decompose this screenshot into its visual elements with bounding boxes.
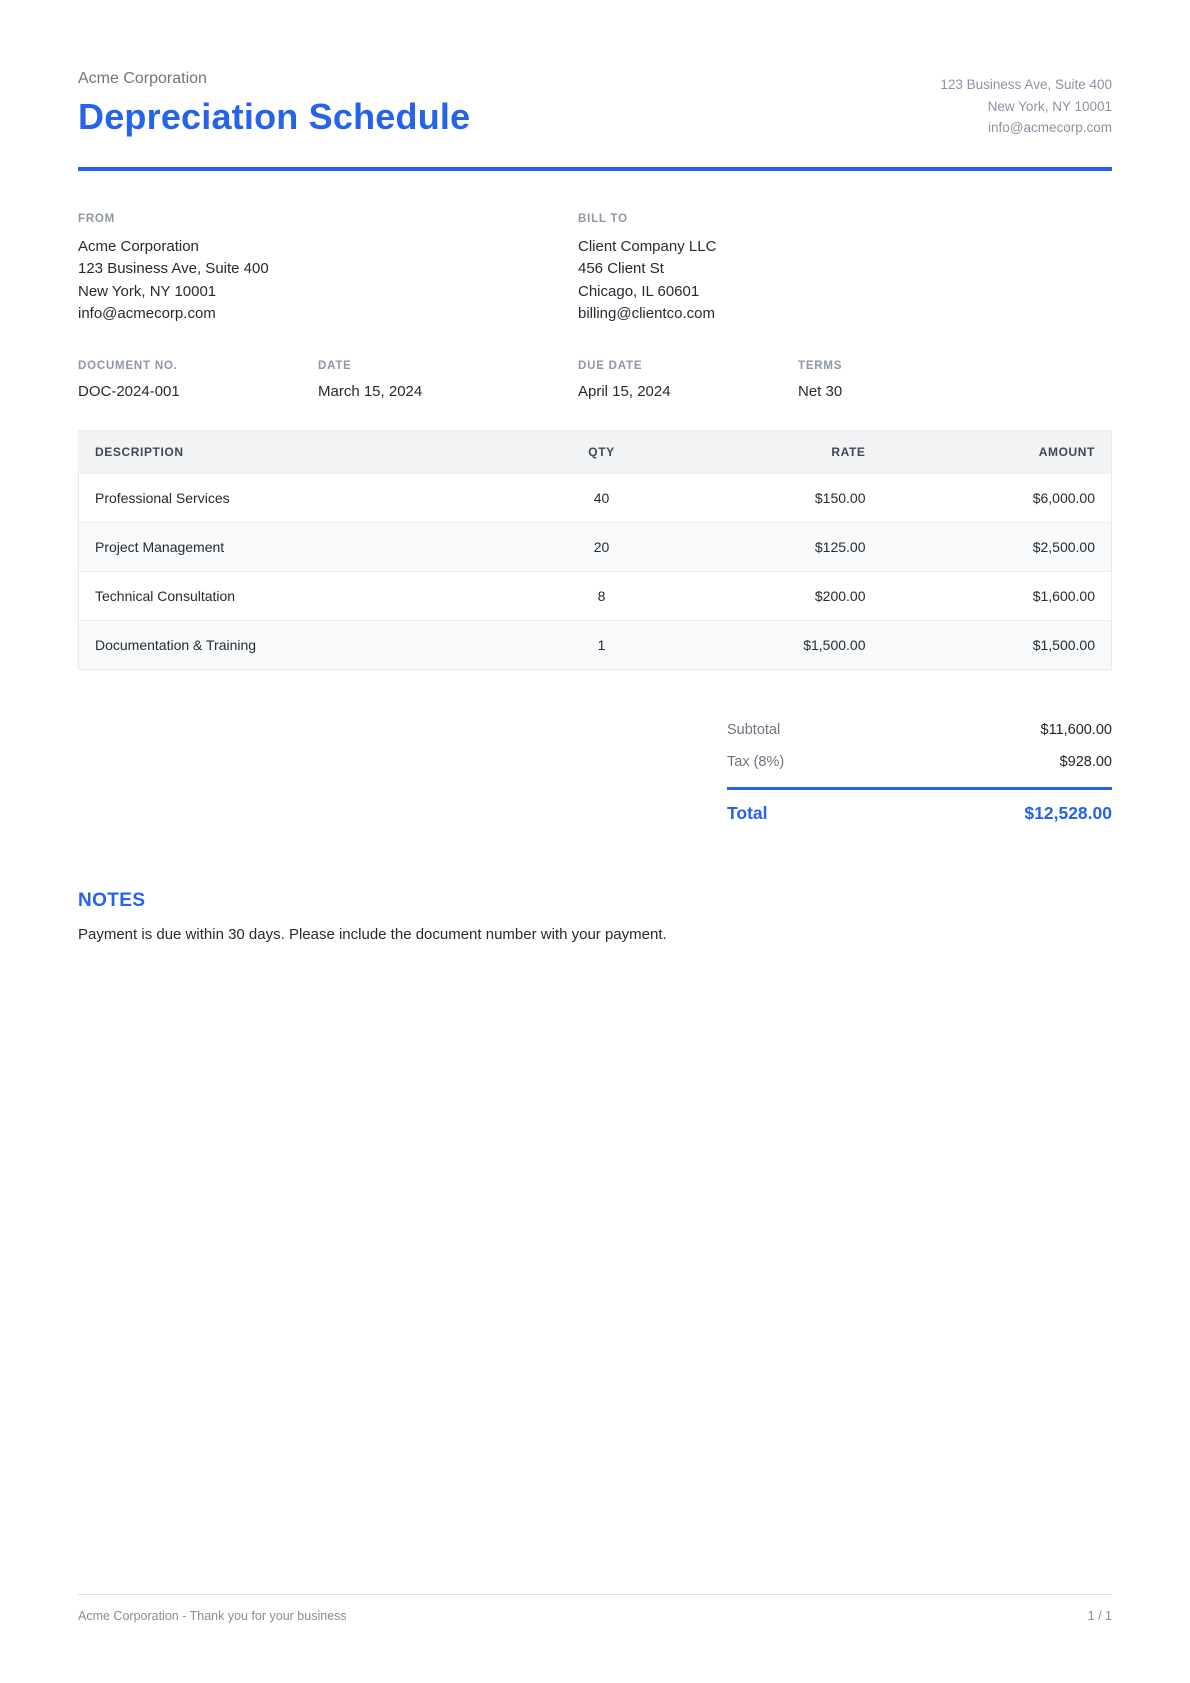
- table-row: [79, 473, 1112, 522]
- meta-value: Net 30: [798, 382, 843, 400]
- subtotal-value: $11,600.00: [1040, 721, 1112, 738]
- page-title: Depreciation Schedule: [78, 96, 471, 137]
- meta-field-due-date: [578, 360, 798, 400]
- from-line: New York, NY 10001: [78, 282, 217, 300]
- cell-rate: $200.00: [662, 571, 882, 620]
- meta-label: DATE: [318, 359, 352, 372]
- table-header-row: [79, 430, 1112, 473]
- cell-description: Technical Consultation: [79, 571, 542, 620]
- bill-to-line: Client Company LLC: [578, 237, 717, 255]
- header: [78, 70, 1112, 139]
- header-accent-rule: [78, 167, 1112, 171]
- meta-value: DOC-2024-001: [78, 382, 180, 400]
- meta-value: April 15, 2024: [578, 382, 671, 400]
- header-left: [78, 70, 470, 138]
- cell-amount: $6,000.00: [882, 473, 1112, 522]
- meta-field-terms: [798, 360, 1112, 400]
- table-header-description: DESCRIPTION: [79, 430, 542, 473]
- meta-section: [78, 360, 1112, 400]
- totals-section: [727, 714, 1112, 824]
- parties-section: [78, 213, 1112, 326]
- table-row: [79, 522, 1112, 571]
- cell-qty: 8: [542, 571, 662, 620]
- header-address: [940, 70, 1112, 139]
- total-value: $12,528.00: [1024, 802, 1112, 823]
- from-section: [78, 213, 578, 326]
- cell-qty: 40: [542, 473, 662, 522]
- from-line: Acme Corporation: [78, 237, 199, 255]
- cell-description: Professional Services: [79, 473, 542, 522]
- notes-text: Payment is due within 30 days. Please include the document number with your payment.: [78, 925, 667, 943]
- cell-amount: $2,500.00: [882, 522, 1112, 571]
- table-row: [79, 620, 1112, 669]
- bill-to-label: BILL TO: [578, 212, 628, 225]
- footer-page-number: 1 / 1: [1087, 1609, 1112, 1623]
- meta-field-document-no: [78, 360, 318, 400]
- table-header-rate: RATE: [662, 430, 882, 473]
- cell-qty: 1: [542, 620, 662, 669]
- footer-thank-you: Acme Corporation - Thank you for your business: [78, 1609, 347, 1623]
- bill-to-section: [578, 213, 1112, 326]
- bill-to-line: billing@clientco.com: [578, 305, 715, 323]
- cell-rate: $150.00: [662, 473, 882, 522]
- bill-to-line: Chicago, IL 60601: [578, 282, 700, 300]
- meta-field-date: [318, 360, 578, 400]
- cell-qty: 20: [542, 522, 662, 571]
- header-address-line: info@acmecorp.com: [988, 120, 1112, 136]
- table-row: [79, 571, 1112, 620]
- header-address-line: New York, NY 10001: [987, 98, 1112, 114]
- total-row: [727, 787, 1112, 824]
- header-address-line: 123 Business Ave, Suite 400: [940, 77, 1112, 92]
- company-name: Acme Corporation: [78, 70, 207, 87]
- meta-value: March 15, 2024: [318, 382, 423, 400]
- notes-heading: NOTES: [78, 889, 146, 911]
- tax-value: $928.00: [1059, 753, 1112, 770]
- page-footer: [78, 1594, 1112, 1623]
- from-line: 123 Business Ave, Suite 400: [78, 260, 269, 278]
- subtotal-row: [727, 714, 1112, 746]
- tax-label: Tax (8%): [727, 753, 785, 770]
- table-header-qty: QTY: [542, 430, 662, 473]
- cell-rate: $125.00: [662, 522, 882, 571]
- cell-description: Documentation & Training: [79, 620, 542, 669]
- meta-label: DUE DATE: [578, 359, 643, 372]
- meta-label: TERMS: [798, 359, 843, 372]
- cell-amount: $1,500.00: [882, 620, 1112, 669]
- notes-section: [78, 890, 1112, 943]
- subtotal-label: Subtotal: [727, 721, 781, 738]
- from-label: FROM: [78, 212, 116, 225]
- bill-to-line: 456 Client St: [578, 260, 664, 278]
- cell-description: Project Management: [79, 522, 542, 571]
- table-header-amount: AMOUNT: [882, 430, 1112, 473]
- meta-label: DOCUMENT NO.: [78, 359, 178, 372]
- from-line: info@acmecorp.com: [78, 305, 216, 323]
- cell-amount: $1,600.00: [882, 571, 1112, 620]
- total-label: Total: [727, 802, 768, 823]
- tax-row: [727, 746, 1112, 778]
- line-items-table: [78, 430, 1112, 670]
- cell-rate: $1,500.00: [662, 620, 882, 669]
